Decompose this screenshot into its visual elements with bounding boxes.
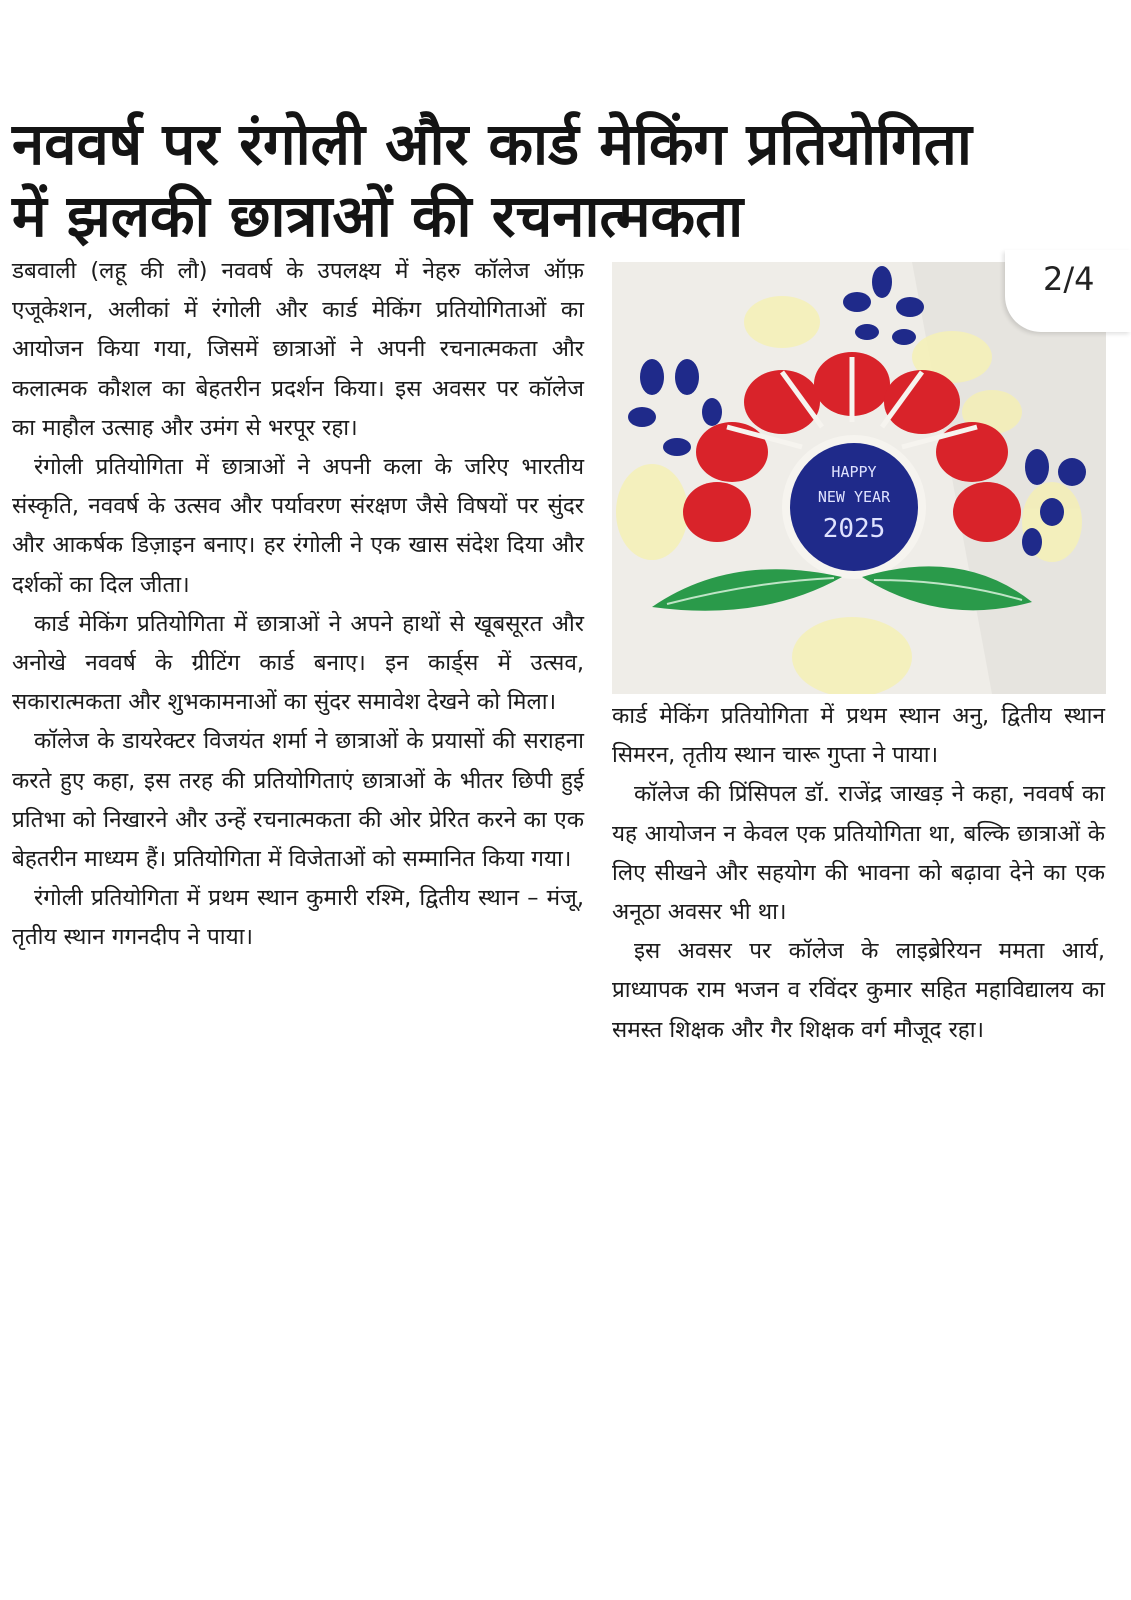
- right-paragraph: इस अवसर पर कॉलेज के लाइब्रेरियन ममता आर्य, प्राध्यापक राम भजन व रविंदर कुमार सहित महाविद्यालय का समस्त शिक्षक और गैर शिक्षक वर्ग मौजूद रहा।: [612, 938, 1105, 1043]
- left-paragraph: कॉलेज के डायरेक्टर विजयंत शर्मा ने छात्राओं के प्रयासों की सराहना करते हुए कहा, इस तरह की प्रतियोगिताएं छात्राओं के भीतर छिपी हुई प्रतिभा को निखारने और उन्हें रचनात्मकता की ओर प्रेरित करने का एक बेहतरीन माध्यम हैं। प्रतियोगिता में विजेताओं को सम्मानित किया गया।: [12, 728, 584, 873]
- page-indicator: [1005, 250, 1131, 332]
- rangoli-text-happy: HAPPY: [831, 463, 877, 481]
- rangoli-text-year: 2025: [822, 514, 886, 544]
- headline-line-1: नववर्ष पर रंगोली और कार्ड मेकिंग प्रतियोगिता: [12, 110, 972, 178]
- left-paragraph: रंगोली प्रतियोगिता में छात्राओं ने अपनी कला के जरिए भारतीय संस्कृति, नववर्ष के उत्सव और पर्यावरण संरक्षण जैसे विषयों पर सुंदर और आकर्षक डिज़ाइन बनाए। हर रंगोली ने एक खास संदेश दिया और दर्शकों का दिल जीता।: [12, 454, 584, 598]
- rangoli-text-new-year: NEW YEAR: [817, 488, 891, 506]
- left-paragraph: कार्ड मेकिंग प्रतियोगिता में छात्राओं ने अपने हाथों से खूबसूरत और अनोखे नववर्ष के ग्रीटिंग कार्ड बनाए। इन कार्ड्स में उत्सव, सकारात्मकता और शुभकामनाओं का सुंदर समावेश देखने को मिला।: [12, 610, 584, 716]
- page-indicator-text: 2/4: [1043, 260, 1095, 298]
- right-column: [612, 697, 1105, 1050]
- right-paragraph: कार्ड मेकिंग प्रतियोगिता में प्रथम स्थान अनु, द्वितीय स्थान सिमरन, तृतीय स्थान चारू गुप्ता ने पाया।: [612, 703, 1105, 769]
- headline-line-2: में झलकी छात्राओं की रचनात्मकता: [12, 182, 744, 250]
- left-paragraph: रंगोली प्रतियोगिता में प्रथम स्थान कुमारी रश्मि, द्वितीय स्थान – मंजू, तृतीय स्थान गगनदीप ने पाया।: [12, 885, 584, 951]
- left-paragraph: डबवाली (लहू की लौ) नववर्ष के उपलक्ष्य में नेहरु कॉलेज ऑफ़ एजूकेशन, अलीकां में रंगोली और कार्ड मेकिंग प्रतियोगिताओं का आयोजन किया गया, जिसमें छात्राओं ने अपनी रचनात्मकता और कलात्मक कौशल का बेहतरीन प्रदर्शन किया। इस अवसर पर कॉलेज का माहौल उत्साह और उमंग से भरपूर रहा।: [12, 258, 584, 441]
- right-paragraph: कॉलेज की प्रिंसिपल डॉ. राजेंद्र जाखड़ ने कहा, नववर्ष का यह आयोजन न केवल एक प्रतियोगिता था, बल्कि छात्राओं के लिए सीखने और सहयोग की भावना को बढ़ावा देने का एक अनूठा अवसर भी था।: [612, 781, 1105, 926]
- left-column: [12, 252, 584, 958]
- headline: [12, 108, 1112, 252]
